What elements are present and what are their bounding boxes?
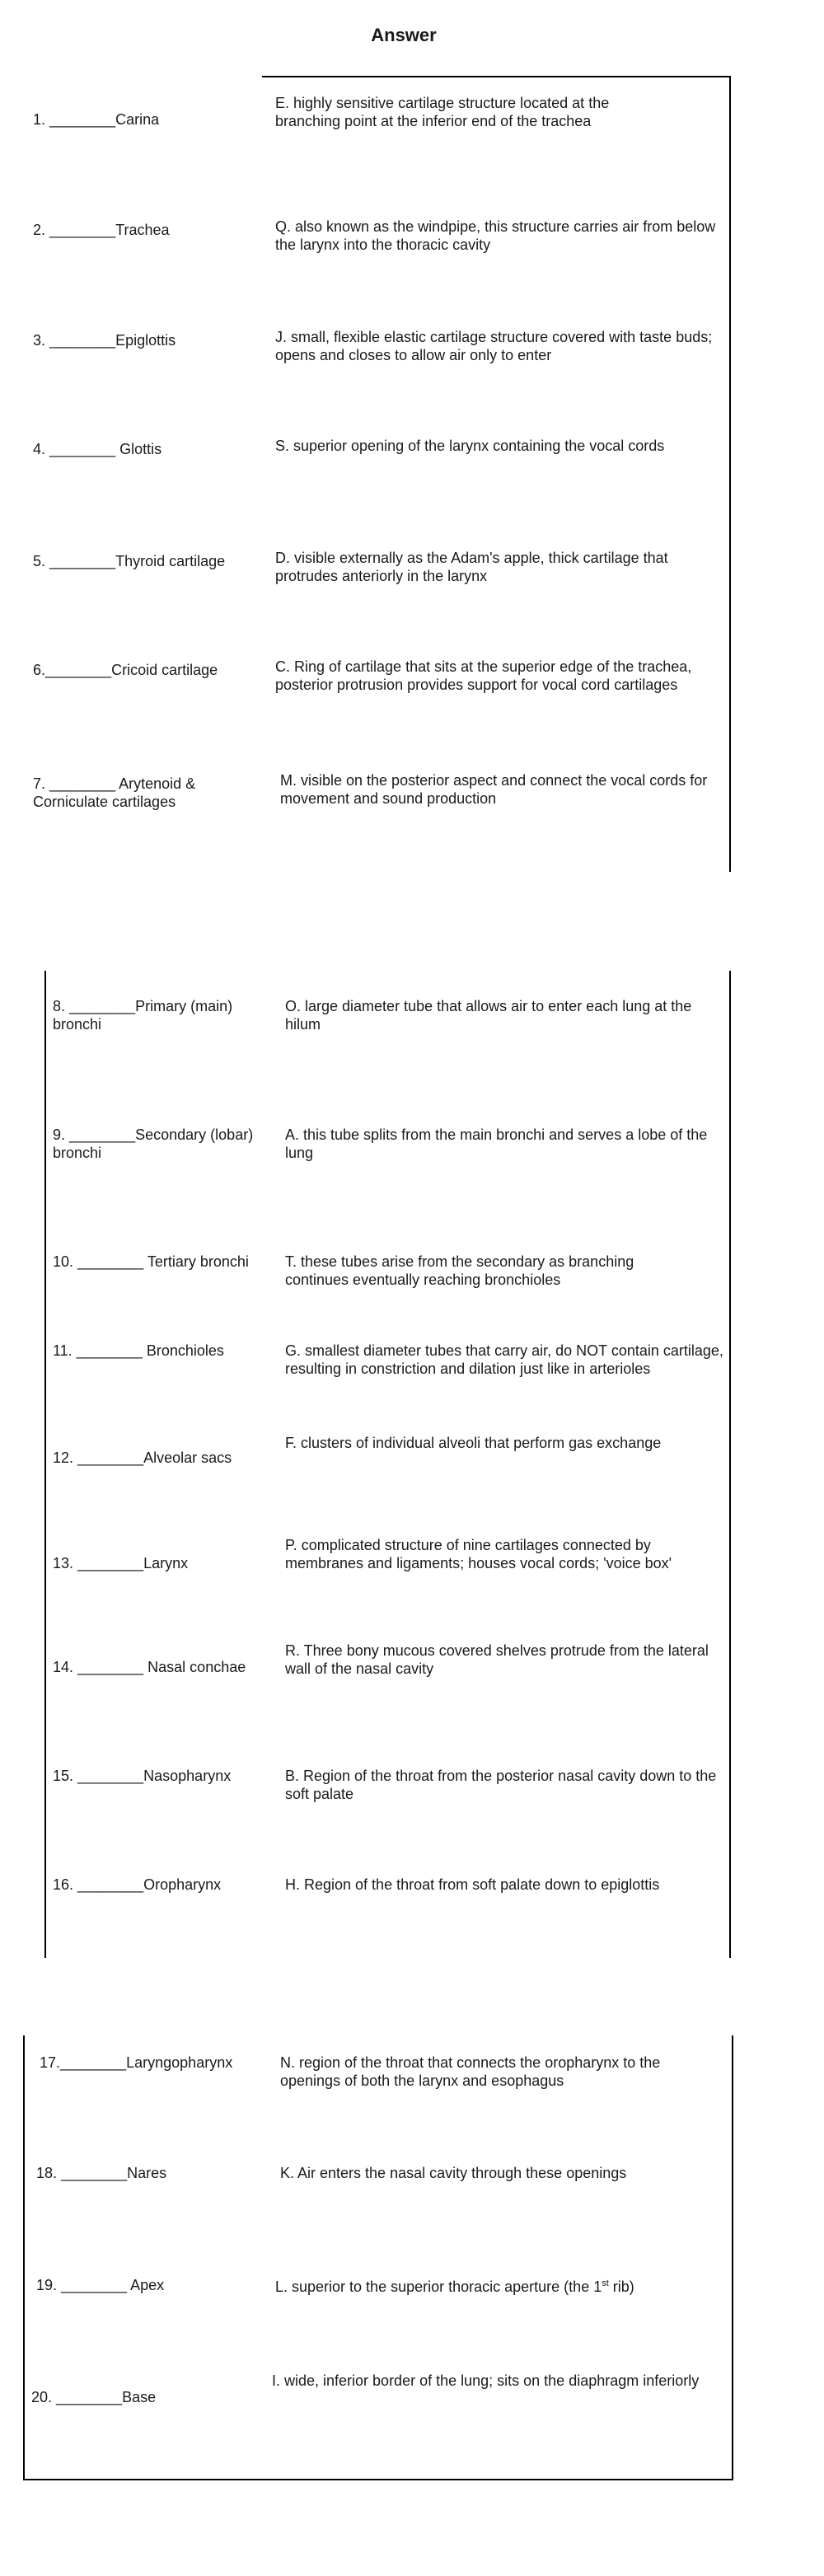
definition-17: N. region of the throat that connects the oropharynx to the openings of both the larynx and esophagus	[280, 2054, 661, 2089]
definition-4: S. superior opening of the larynx containing the vocal cords	[275, 438, 665, 454]
section-2-right-border	[729, 971, 731, 1958]
definition-11: G. smallest diameter tubes that carry air, do NOT contain cartilage, resulting in constriction and dilation just like in arterioles	[285, 1342, 723, 1377]
term-2: 2. ________Trachea	[33, 222, 170, 238]
term-19: 19. ________ Apex	[36, 2277, 165, 2293]
term-4: 4. ________ Glottis	[33, 441, 162, 457]
definition-12: F. clusters of individual alveoli that perform gas exchange	[285, 1435, 662, 1451]
section-1-right-border	[729, 76, 731, 872]
section-3-bottom-border	[23, 2479, 733, 2480]
definition-1: E. highly sensitive cartilage structure located at the branching point at the inferior end of the trachea	[275, 95, 610, 129]
term-15: 15. ________Nasopharynx	[53, 1768, 232, 1784]
section-3-right-border	[732, 2035, 733, 2480]
term-17: 17.________Laryngopharynx	[40, 2054, 233, 2071]
term-3: 3. ________Epiglottis	[33, 332, 176, 349]
term-1: 1. ________Carina	[33, 111, 160, 128]
term-10: 10. ________ Tertiary bronchi	[53, 1253, 249, 1270]
definition-18: K. Air enters the nasal cavity through these openings	[280, 2165, 627, 2181]
definition-7: M. visible on the posterior aspect and connect the vocal cords for movement and sound production	[280, 772, 708, 807]
term-7: 7. ________ Arytenoid & Corniculate cartilages	[33, 775, 196, 810]
definition-9: A. this tube splits from the main bronchi and serves a lobe of the lung	[285, 1126, 708, 1161]
term-8: 8. ________Primary (main) bronchi	[53, 998, 233, 1033]
term-5: 5. ________Thyroid cartilage	[33, 553, 226, 569]
definition-5: D. visible externally as the Adam's apple, thick cartilage that protrudes anteriorly in the larynx	[275, 550, 668, 584]
term-9: 9. ________Secondary (lobar) bronchi	[53, 1126, 254, 1161]
term-20: 20. ________Base	[31, 2389, 157, 2405]
definition-19: L. superior to the superior thoracic aperture (the 1st rib)	[275, 2279, 634, 2295]
term-18: 18. ________Nares	[36, 2165, 167, 2181]
definition-15: B. Region of the throat from the posterior nasal cavity down to the soft palate	[285, 1768, 717, 1802]
definition-14: R. Three bony mucous covered shelves protrude from the lateral wall of the nasal cavity	[285, 1642, 709, 1677]
definition-10: T. these tubes arise from the secondary as branching continues eventually reaching bronchioles	[285, 1253, 634, 1288]
term-6: 6.________Cricoid cartilage	[33, 662, 218, 678]
term-11: 11. ________ Bronchioles	[53, 1342, 224, 1359]
term-14: 14. ________ Nasal conchae	[53, 1659, 246, 1675]
section-3-left-border	[23, 2035, 25, 2480]
definition-13: P. complicated structure of nine cartilages connected by membranes and ligaments; houses vocal cords; 'voice box'	[285, 1537, 672, 1571]
definition-6: C. Ring of cartilage that sits at the superior edge of the trachea, posterior protrusion provides support for vocal cord cartilages	[275, 658, 692, 693]
page-title: Answer	[371, 25, 437, 45]
definition-16: H. Region of the throat from soft palate down to epiglottis	[285, 1876, 660, 1893]
definition-3: J. small, flexible elastic cartilage structure covered with taste buds; opens and closes to allow air only to enter	[275, 329, 713, 363]
section-2-left-border	[44, 971, 46, 1958]
section-1-top-border	[262, 76, 730, 77]
term-13: 13. ________Larynx	[53, 1555, 189, 1571]
term-16: 16. ________Oropharynx	[53, 1876, 222, 1893]
definition-2: Q. also known as the windpipe, this structure carries air from below the larynx into the thoracic cavity	[275, 218, 716, 253]
term-12: 12. ________Alveolar sacs	[53, 1450, 232, 1466]
definition-8: O. large diameter tube that allows air to enter each lung at the hilum	[285, 998, 692, 1033]
definition-20: I. wide, inferior border of the lung; sits on the diaphragm inferiorly	[272, 2372, 700, 2389]
